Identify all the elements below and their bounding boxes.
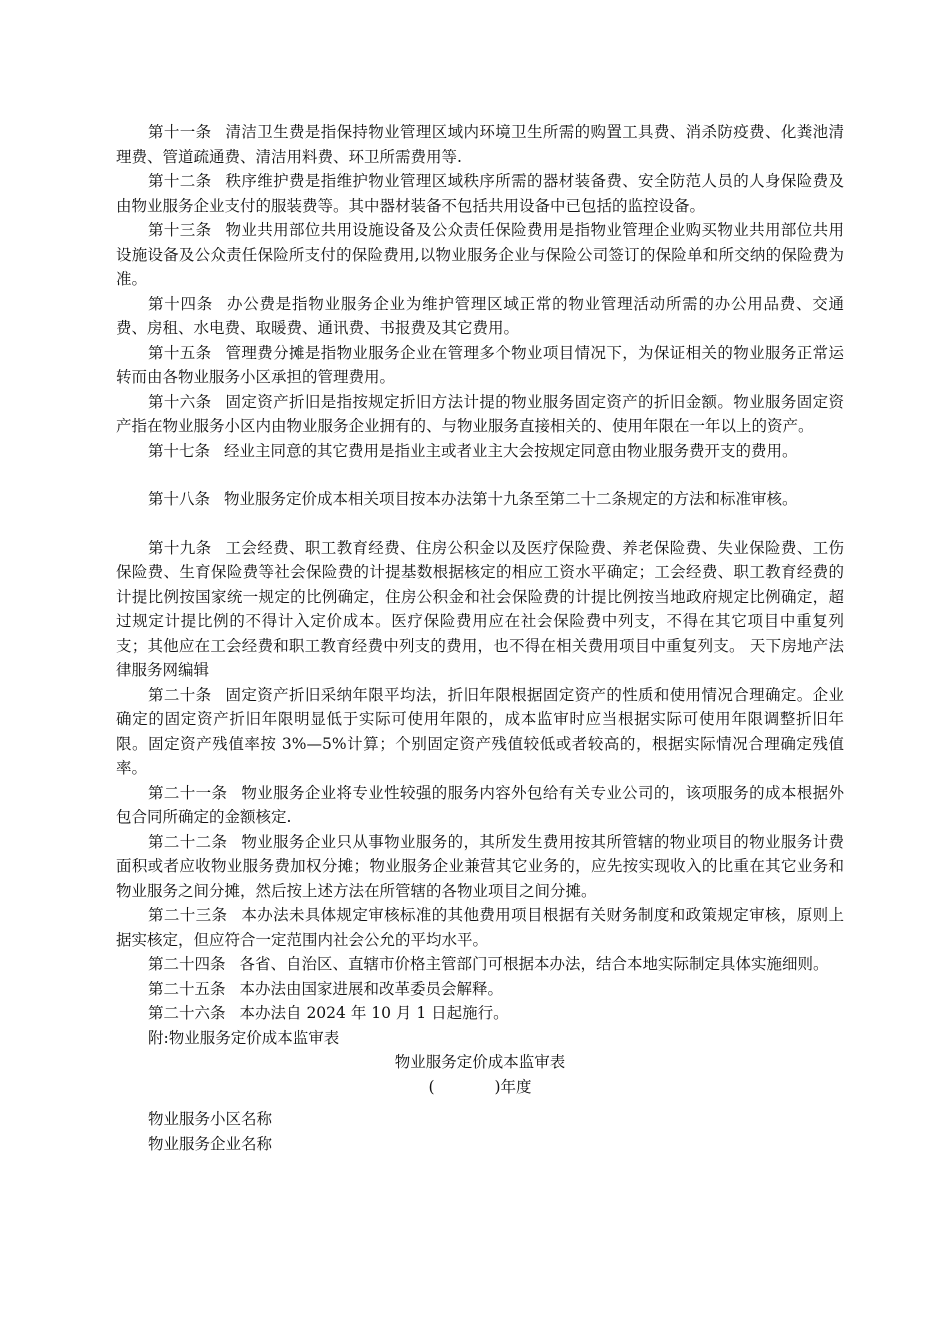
article-12	[116, 169, 844, 218]
article-17	[116, 439, 844, 464]
article-text: 物业服务企业只从事物业服务的，其所发生费用按其所管辖的物业项目的物业服务计费面积或者应收物业服务费加权分摊；物业服务企业兼营其它业务的，应先按实现收入的比重在其它业务和物业服务之间分摊，然后按上述方法在所管辖的各物业项目之间分摊。	[116, 832, 844, 900]
article-number: 第二十五条	[148, 979, 226, 998]
article-number: 第十四条	[148, 294, 214, 313]
spacer	[116, 512, 844, 536]
article-text: 本办法未具体规定审核标准的其他费用项目根据有关财务制度和政策规定审核，原则上据实核定，但应符合一定范围内社会公允的平均水平。	[116, 906, 844, 949]
article-text: 物业服务企业将专业性较强的服务内容外包给有关专业公司的，该项服务的成本根据外包合同所确定的金额核定.	[116, 783, 844, 826]
article-number: 第十三条	[148, 221, 212, 239]
article-number: 第二十二条	[148, 832, 228, 851]
article-text: 管理费分摊是指物业服务企业在管理多个物业项目情况下，为保证相关的物业服务正常运转而由各物业服务小区承担的管理费用。	[116, 343, 844, 386]
article-text: 固定资产折旧是指按规定折旧方法计提的物业服务固定资产的折旧金额。物业服务固定资产指在物业服务小区内由物业服务企业拥有的、与物业服务直接相关的、使用年限在一年以上的资产。	[116, 392, 844, 435]
article-16	[116, 390, 844, 439]
document-page	[116, 120, 844, 1156]
article-number: 第十六条	[148, 392, 212, 411]
field-community-name: 物业服务小区名称	[148, 1110, 273, 1128]
article-text: 经业主同意的其它费用是指业主或者业主大会按规定同意由物业服务费开支的费用。	[224, 441, 798, 460]
article-number: 第十五条	[148, 343, 212, 362]
article-text: 清洁卫生费是指保持物业管理区域内环境卫生所需的购置工具费、消杀防疫费、化粪池清理费、管道疏通费、清洁用料费、环卫所需费用等.	[116, 123, 844, 166]
article-14	[116, 292, 844, 341]
table-title: 物业服务定价成本监审表	[394, 1053, 566, 1071]
article-text: 工会经费、职工教育经费、住房公积金以及医疗保险费、养老保险费、失业保险费、工伤保险费、生育保险费等社会保险费的计提基数根据核定的相应工资水平确定；工会经费、职工教育经费的计提比例按国家统一规定的比例确定，住房公积金和社会保险费的计提比例按当地政府规定比例确定，超过规定计提比例的不得计入定价成本。医疗保险费用应在社会保险费中列支，不得在其它项目中重复列支；其他应在工会经费和职工教育经费中列支的费用，也不得在相关费用项目中重复列支。 天下房地产法律服务网编辑	[116, 538, 844, 679]
article-number: 第十八条	[148, 490, 211, 508]
year-line	[116, 1075, 844, 1100]
article-13	[116, 218, 844, 292]
attachment-note: 附:物业服务定价成本监审表	[148, 1028, 340, 1047]
article-text: 办公费是指物业服务企业为维护管理区域正常的物业管理活动所需的办公用品费、交通费、房租、水电费、取暖费、通讯费、书报费及其它费用。	[116, 294, 844, 337]
article-24	[116, 952, 844, 977]
article-26	[116, 1001, 844, 1026]
article-text: 秩序维护费是指维护物业管理区域秩序所需的器材装备费、安全防范人员的人身保险费及由物业服务企业支付的服装费等。其中器材装备不包括共用设备中已包括的监控设备。	[116, 172, 844, 215]
spacer	[116, 463, 844, 487]
field-company-name: 物业服务企业名称	[148, 1134, 273, 1153]
article-number: 第十一条	[148, 123, 212, 141]
article-text: 物业共用部位共用设施设备及公众责任保险费用是指物业管理企业购买物业共用部位共用设施设备及公众责任保险所支付的保险费用,以物业服务企业与保险公司签订的保险单和所交纳的保险费为准。	[116, 221, 844, 288]
article-11	[116, 120, 844, 169]
article-text: 本办法由国家进展和改革委员会解释。	[239, 979, 504, 998]
article-number: 第十二条	[148, 172, 212, 190]
article-22	[116, 830, 844, 904]
year-open: (	[428, 1077, 435, 1096]
article-text: 各省、自治区、直辖市价格主管部门可根据本办法，结合本地实际制定具体实施细则。	[239, 955, 829, 973]
article-number: 第二十一条	[148, 783, 228, 802]
spacer	[116, 1099, 844, 1107]
article-text: 物业服务定价成本相关项目按本办法第十九条至第二十二条规定的方法和标准审核。	[224, 490, 798, 508]
article-number: 第十七条	[148, 441, 211, 460]
article-15	[116, 341, 844, 390]
article-number: 第二十条	[148, 685, 212, 704]
year-close: )年度	[494, 1077, 532, 1096]
article-20	[116, 683, 844, 781]
article-text: 固定资产折旧采纳年限平均法，折旧年限根据固定资产的性质和使用情况合理确定。企业确定的固定资产折旧年限明显低于实际可使用年限的，成本监审时应当根据实际可使用年限调整折旧年限。固定资产残值率按 3%—5%计算；个别固定资产残值较低或者较高的，根据实际情况合理确定残值率。	[116, 685, 844, 777]
article-25	[116, 977, 844, 1002]
article-21	[116, 781, 844, 830]
article-18	[116, 487, 844, 512]
article-number: 第十九条	[148, 538, 212, 557]
article-19	[116, 536, 844, 683]
article-number: 第二十六条	[148, 1004, 226, 1022]
article-text: 本办法自 2024 年 10 月 1 日起施行。	[239, 1004, 509, 1022]
article-23	[116, 903, 844, 952]
article-number: 第二十三条	[148, 906, 228, 924]
article-number: 第二十四条	[148, 955, 226, 973]
